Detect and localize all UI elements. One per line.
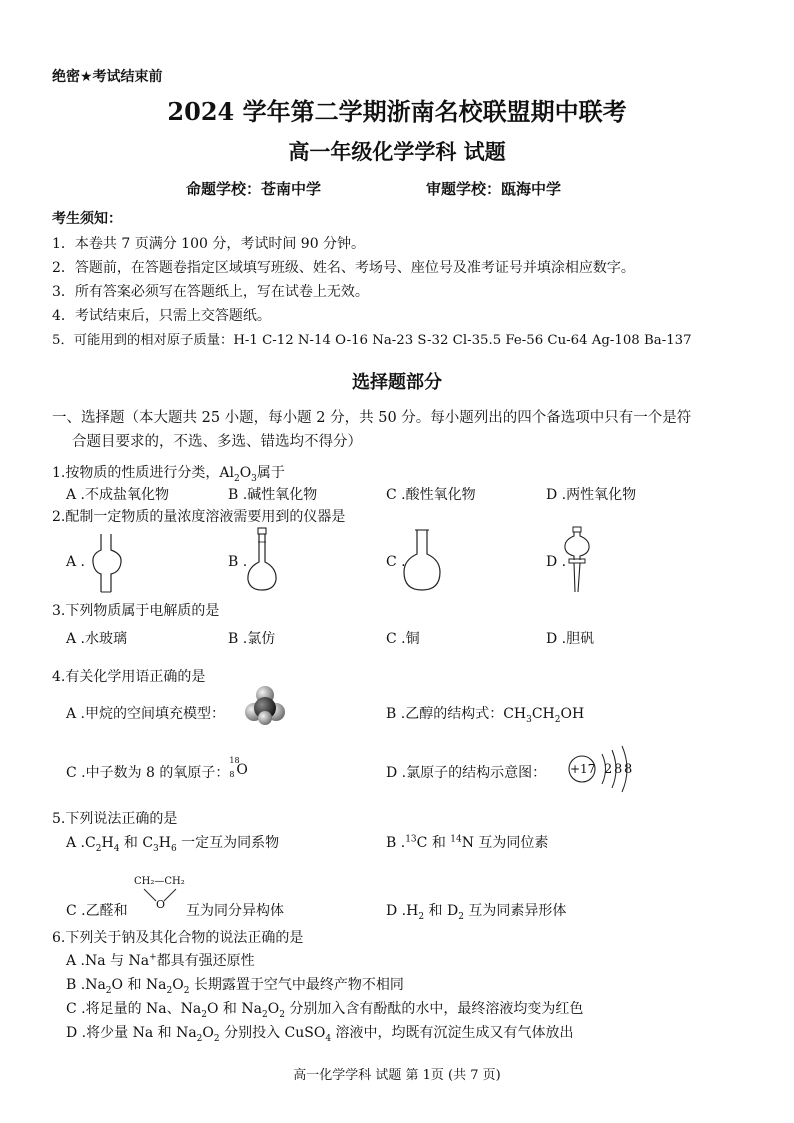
question-1-option-d: D .两性氧化物 xyxy=(546,487,637,503)
secret-label: 绝密★考试结束前 xyxy=(52,69,163,85)
question-5-option-a: A $.C_2H_4$ 和 $C_3H_6$ 一定互为同系物 xyxy=(66,835,280,854)
section-intro-line2: 合题目要求的，不选、多选、错选均不得分） xyxy=(72,434,362,450)
ethylene-oxide-ring-top: CH₂—CH₂ xyxy=(134,876,185,887)
notice-item: 2．答题前，在答题卷指定区域填写班级、姓名、考场号、座位号及准考证号并填涂相应数字。 xyxy=(52,260,635,276)
section-intro-line1: 一、选择题（本大题共 25 小题，每小题 2 分，共 50 分。每小题列出的四个备选项中只有一个是符 xyxy=(52,410,692,426)
question-5-option-d: D $.H_2$ 和 $D_2$ 互为同素异形体 xyxy=(386,903,567,922)
question-4-option-c: C .中子数为 8 的氧原子： 18 8 O xyxy=(66,756,248,781)
volumetric-flask-icon xyxy=(244,526,280,592)
electron-shell-3: 8 xyxy=(624,762,633,777)
question-5-stem: 5.下列说法正确的是 xyxy=(52,811,178,827)
question-6-stem: 6.下列关于钠及其化合物的说法正确的是 xyxy=(52,930,304,946)
methane-space-filling-model-icon xyxy=(244,684,286,726)
author-school: 命题学校：苍南中学 xyxy=(186,180,322,198)
question-3-option-d: D .胆矾 xyxy=(546,631,595,647)
notice-item: 3．所有答案必须写在答题纸上，写在试卷上无效。 xyxy=(52,284,369,300)
question-1-option-a: A .不成盐氧化物 xyxy=(66,487,170,503)
section-title: 选择题部分 xyxy=(352,372,442,393)
question-2-option-c: C . xyxy=(386,554,406,570)
question-1-stem: 1.按物质的性质进行分类，$Al_2O_3$属于 xyxy=(52,465,285,484)
question-6-option-b: B $.Na_2O$ 和 $Na_2O_2$ 长期露置于空气中最终产物不相同 xyxy=(66,977,404,996)
notice-heading: 考生须知： xyxy=(52,211,122,227)
question-2-option-a: A . xyxy=(66,554,86,570)
question-2-option-b: B . xyxy=(228,554,248,570)
question-2-option-d: D . xyxy=(546,554,567,570)
funnel-apparatus-icon xyxy=(90,532,124,594)
ethylene-oxide-ring-oxygen: O xyxy=(156,898,166,911)
question-6-option-d: D .将少量 Na 和 $Na_2O_2$ 分别投入 CuSO$_4$ 溶液中，均既有沉淀生成又有气体放出 xyxy=(66,1025,574,1044)
question-1-option-c: C .酸性氧化物 xyxy=(386,487,476,503)
round-bottom-flask-icon xyxy=(402,528,442,592)
question-5-option-c-tail: 互为同分异构体 xyxy=(186,903,284,919)
notice-item: 4．考试结束后，只需上交答题纸。 xyxy=(52,308,271,324)
question-1-option-b: B .碱性氧化物 xyxy=(228,487,318,503)
nucleus-charge: +17 xyxy=(570,762,596,776)
review-school: 审题学校：瓯海中学 xyxy=(426,180,562,198)
question-6-option-a: A .Na 与 Na+都具有强还原性 xyxy=(66,952,255,969)
question-3-option-a: A .水玻璃 xyxy=(66,631,128,647)
question-5-option-b: B .$^{13}$C 和 $^{14}$N 互为同位素 xyxy=(386,834,549,851)
notice-item: 1．本卷共 7 页满分 100 分，考试时间 90 分钟。 xyxy=(52,236,366,252)
separatory-funnel-icon xyxy=(562,526,592,594)
question-3-option-c: C .铜 xyxy=(386,631,420,647)
exam-title: 2024 学年第二学期浙南名校联盟期中联考 xyxy=(167,97,627,126)
oxygen-isotope-notation: 18 8 O xyxy=(229,756,248,779)
question-2-stem: 2.配制一定物质的量浓度溶液需要用到的仪器是 xyxy=(52,509,346,525)
question-4-stem: 4.有关化学用语正确的是 xyxy=(52,669,206,685)
electron-shell-2: 8 xyxy=(614,762,623,777)
notice-item: 5．可能用到的相对原子质量：H-1 C-12 N-14 O-16 Na-23 S-32 Cl-35.5 Fe-56 Cu-64 Ag-108 Ba-137 xyxy=(52,333,692,348)
question-5-option-c: C .乙醛和 xyxy=(66,903,128,919)
electron-shell-1: 2 xyxy=(604,762,613,777)
question-4-option-d: D .氯原子的结构示意图： xyxy=(386,765,547,781)
question-3-stem: 3.下列物质属于电解质的是 xyxy=(52,603,220,619)
page-footer: 高一化学学科 试题 第 1页 (共 7 页) xyxy=(293,1068,501,1083)
question-3-option-b: B .氯仿 xyxy=(228,631,276,647)
subject-title: 高一年级化学学科 试题 xyxy=(288,139,506,164)
question-4-option-b: B .乙醇的结构式：$CH_3CH_2OH$ xyxy=(386,706,585,725)
question-4-option-a: A .甲烷的空间填充模型： xyxy=(66,706,226,722)
question-6-option-c: C .将足量的 Na、$Na_2O$ 和 $Na_2O_2$ 分别加入含有酚酞的水中，最终溶液均变为红色 xyxy=(66,1001,584,1020)
